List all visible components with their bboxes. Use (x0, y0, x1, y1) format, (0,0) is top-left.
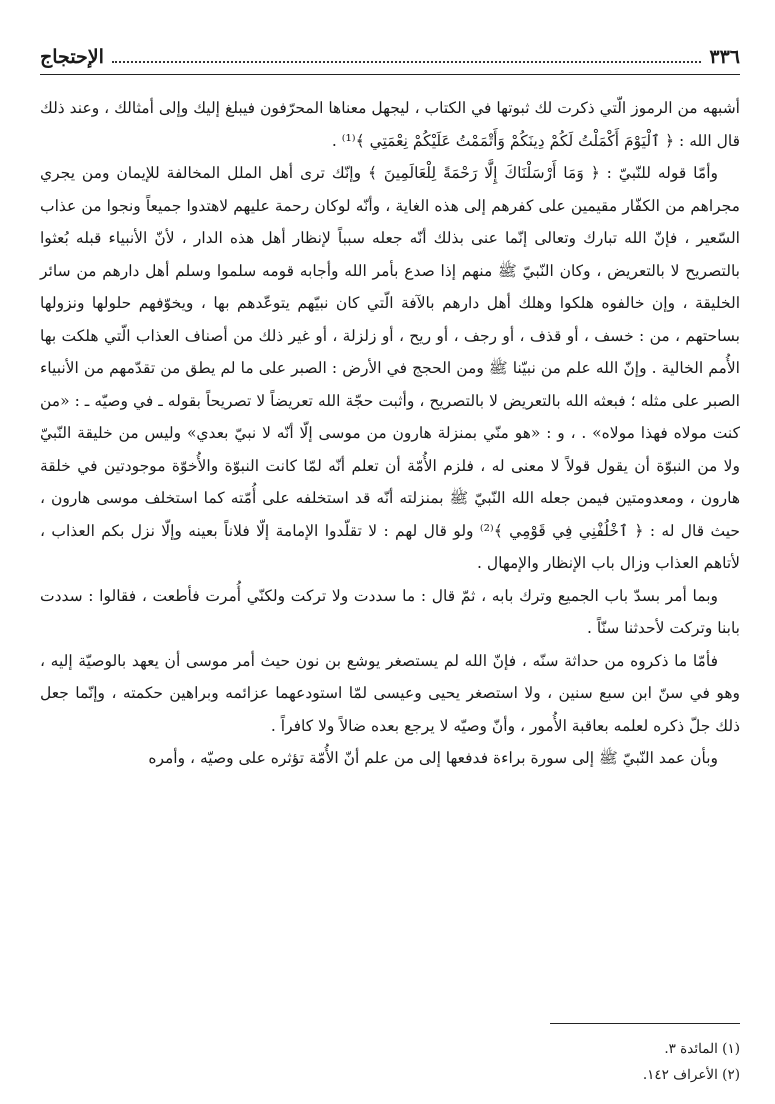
footnotes (40, 1036, 740, 1088)
header-dots (112, 60, 701, 63)
footnote-rule (550, 1023, 740, 1024)
book-title: الإحتجاج (40, 46, 104, 68)
header-rule (40, 74, 740, 75)
footnote: (١) المائدة ٣. (664, 1041, 740, 1057)
paragraph: وأمّا قوله للنّبيّ : ﴿ وَمَا أَرْسَلْنَاكَ إِلَّا رَحْمَةً لِلْعَالَمِينَ ﴾ وإنّك ترى أهل الملل المخالفة للإيمان ومن يجري مجراهم من الكفّار مقيمين على كفرهم إلى هذه الغاية ، وأنّه لوكان رحمة عليهم لاهتدوا جميعاً ونجوا من عذاب السّعير ، فإنّ الله تبارك وتعالى إنّما عنى بذلك أنّه جعله سبباً لإنظار أهل هذه الدار ، لأنّ الأنبياء قبله بُعثوا بالتصريح لا بالتعريض ، وكان النّبيّ ﷺ منهم إذا صدع بأمر الله وأجابه قومه سلموا وسلم أهل دارهم من سائر الخليقة ، وإن خالفوه هلكوا وهلك أهل دارهم بالآفة الّتي كان نبيّهم يتوعّدهم بها ، ويخوّفهم حلولها ونزولها بساحتهم ، من : خسف ، أو قذف ، أو رجف ، أو ريح ، أو زلزلة ، أو غير ذلك من أصناف العذاب الّتي هلكت بها الأُمم الخالية . وإنّ الله علم من نبيّنا ﷺ ومن الحجج في الأرض : الصبر على ما لم يطق من تقدّمهم من الأنبياء الصبر على مثله ؛ فبعثه الله بالتعريض لا بالتصريح ، وأثبت حجّة الله تعريضاً لا تصريحاً بقوله ـ في وصيّه ـ : «من كنت مولاه فهذا مولاه» . ، و : «هو منّي بمنزلة هارون من موسى إلّا أنّه لا نبيّ بعدي» وليس من خليقة النّبيّ ولا من النبوّة أن يقول قولاً لا معنى له ، فلزم الأُمّة أن تعلم أنّه لمّا كانت النبوّة والأُخوّة موجودتين في خلقة هارون ، ومعدومتين فيمن جعله الله النّبيّ ﷺ بمنزلته أنّه قد استخلفه على أُمّته كما استخلف موسى هارون ، حيث قال له : ﴿ ٱخْلُفْنِي فِي قَوْمِي ﴾⁽²⁾ ولو قال لهم : لا تقلّدوا الإمامة إلّا فلاناً بعينه وإلّا نزل بكم العذاب ، لأتاهم العذاب وزال باب الإنظار والإمهال . (40, 164, 740, 572)
running-header (40, 46, 740, 70)
book-page (40, 46, 740, 1083)
paragraph: أشبهه من الرموز الّتي ذكرت لك ثبوتها في الكتاب ، ليجهل معناها المحرّفون فيبلغ إليك وإلى أمثالك ، وعند ذلك قال الله : ﴿ ٱلْيَوْمَ أَكْمَلْتُ لَكُمْ دِينَكُمْ وَأَتْمَمْتُ عَلَيْكُمْ نِعْمَتِي ﴾⁽¹⁾ . (40, 99, 740, 150)
page-number: ٣٣٦ (709, 46, 740, 68)
paragraph: فأمّا ما ذكروه من حداثة سنّه ، فإنّ الله لم يستصغر يوشع بن نون حيث أمر موسى أن يعهد بالوصيّة إليه ، وهو في سنّ ابن سبع سنين ، ولا استصغر يحيى وعيسى لمّا استودعهما عزائمه وبراهين حكمته ، وإنّما جعل ذلك جلّ ذكره لعلمه بعاقبة الأُمور ، وأنّ وصيّه لا يرجع بعده ضالاً ولا كافراً . (40, 651, 740, 735)
footnote: (٢) الأعراف ١٤٢. (642, 1067, 740, 1083)
body-text (40, 92, 740, 775)
paragraph: وبأن عمد النّبيّ ﷺ إلى سورة براءة فدفعها إلى من علم أنّ الأُمّة تؤثره على وصيّه ، وأمره (148, 749, 718, 767)
paragraph: وبما أمر بسدّ باب الجميع وترك بابه ، ثمّ قال : ما سددت ولا تركت ولكنّي أُمرت فأطعت ، فقالوا : سددت بابنا وتركت لأحدثنا سنّاً . (40, 586, 740, 637)
